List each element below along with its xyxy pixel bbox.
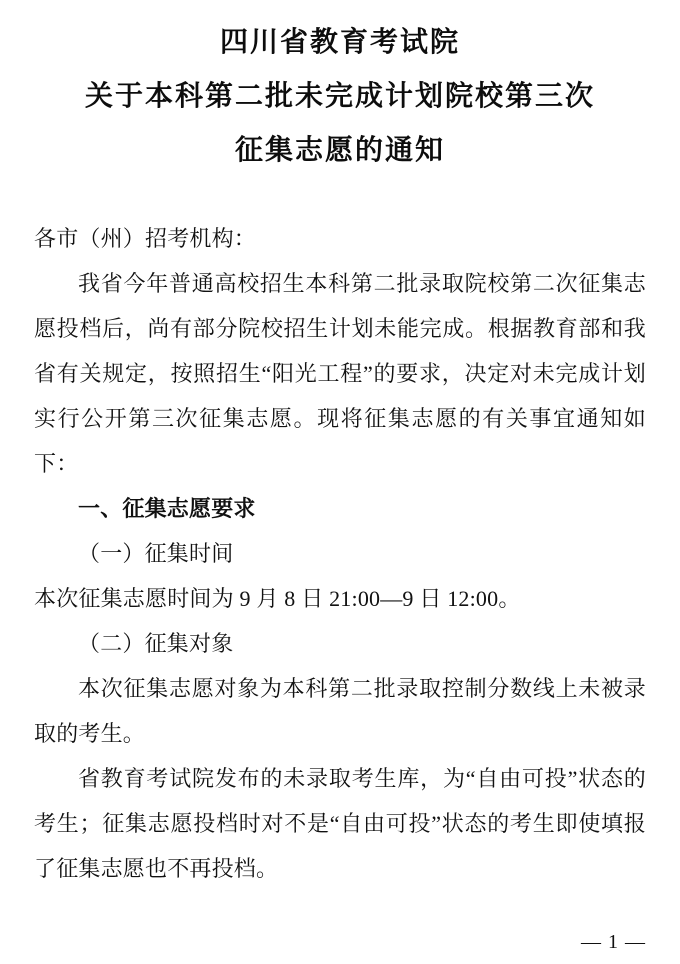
paragraph-intro: 我省今年普通高校招生本科第二批录取院校第二次征集志愿投档后，尚有部分院校招生计划未能完成。根据教育部和我省有关规定，按照招生“阳光工程”的要求，决定对未完成计划实行公开第三次征集志愿。现将征集志愿的有关事宜通知如下： [34,271,646,476]
paragraph-time-detail: 本次征集志愿时间为 9 月 8 日 21:00—9 日 12:00。 [34,586,521,611]
section-heading-1: 一、征集志愿要求 [78,496,256,521]
subsection-heading-1-2: （二）征集对象 [78,631,234,656]
page-number: — 1 — [581,931,646,953]
title-line-2: 关于本科第二批未完成计划院校第三次 [84,81,595,112]
document-title [34,0,646,178]
title-line-1: 四川省教育考试院 [219,27,460,58]
paragraph-object-detail-1: 本次征集志愿对象为本科第二批录取控制分数线上未被录取的考生。 [34,676,646,746]
subsection-heading-1-1: （一）征集时间 [78,541,234,566]
title-line-3: 征集志愿的通知 [234,135,445,166]
document-body [34,216,646,891]
salutation: 各市（州）招考机构： [34,226,257,251]
paragraph-object-detail-2: 省教育考试院发布的未录取考生库，为“自由可投”状态的考生；征集志愿投档时对不是“自由可投”状态的考生即使填报了征集志愿也不再投档。 [34,766,646,881]
